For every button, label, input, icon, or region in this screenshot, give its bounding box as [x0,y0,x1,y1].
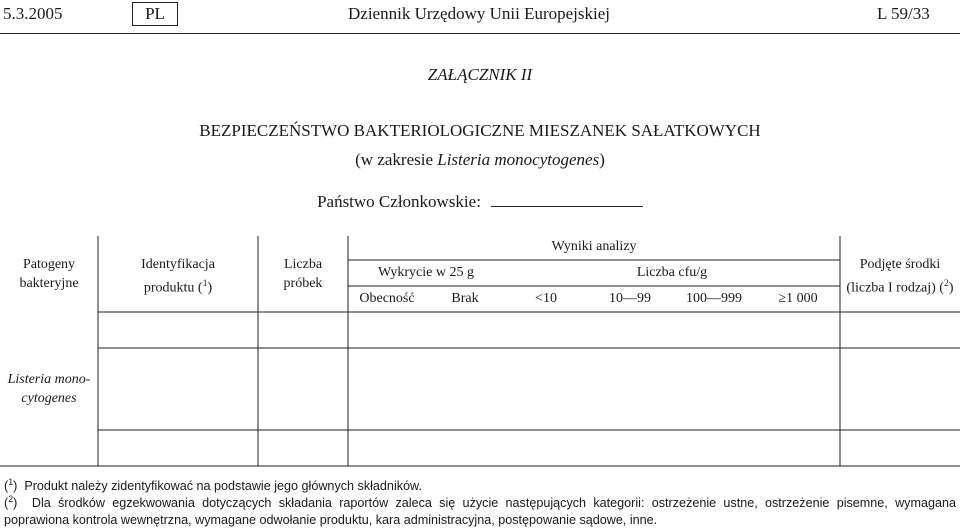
col-header-samples-line2: próbek [283,276,323,291]
col-header-identification [98,255,258,298]
journal-title: Dziennik Urzędowy Unii Europejskiej [348,4,611,23]
member-state-label: Państwo Członkowskie: [317,192,481,211]
annex-heading: ZAŁĄCZNIK II [427,65,533,84]
sub-header-detection: Wykrycie w 25 g [378,265,474,280]
level-lt10: <10 [535,291,557,306]
date: 5.3.2005 [3,4,63,23]
level-absence: Brak [451,291,479,306]
footnote-ref-2: 2 [943,278,949,289]
subtitle-prefix: (w zakresie [355,150,438,169]
col-header-samples [258,255,348,293]
col-header-pathogens-line2: bakteryjne [19,276,79,291]
footnote-1-num: 1 [8,477,14,487]
page-number: L 59/33 [877,4,930,23]
level-10-99: 10—99 [609,291,651,306]
col-header-results: Wyniki analizy [551,239,637,254]
col-header-identification-line2-text: produktu ( [143,280,203,296]
col-header-identification-line2: produktu ($^1$) [143,278,213,296]
col-header-measures-line2: (liczba I rodzaj) ($^2$) [846,278,954,296]
col-header-pathogens [0,255,98,293]
document-title: BEZPIECZEŃSTWO BAKTERIOLOGICZNE MIESZANEK SAŁATKOWYCH [199,121,761,140]
footnote-2-num: 2 [8,494,14,504]
col-header-identification-line1: Identyfikacja [141,257,215,272]
level-ge1000: ≥1 000 [778,291,818,306]
col-header-pathogens-line1: Patogeny [22,257,76,272]
col-header-measures [840,255,960,298]
col-header-measures-line1: Podjęte środki [859,257,941,272]
footnote-2: ($^2$) Dla środków egzekwowania dotyczących składania raportów zaleca się użycie następujących kategorii: ostrzeżenie ustne, ostrzeżenie pisemne, wymagana poprawiona kontrola wewnętrzna, wymagane odwołanie produktu, kara administracyjna, postępowanie sądowe, inne. [4,494,956,528]
sub-header-count: Liczba cfu/g [636,265,708,280]
footnote-2-text: Dla środków egzekwowania dotyczących składania raportów zaleca się użycie następujących kategorii: ostrzeżenie ustne, ostrzeżenie pisemne, wymagana poprawiona kontrola wewnętrzna, wymagane odwołanie produktu, kara administracyjna, postępowanie sądowe, inne. [4,496,956,528]
subtitle-species: Listeria monocytogenes [437,150,600,169]
row-label-line1: Listeria mono- [7,372,91,387]
level-100-999: 100—999 [686,291,742,306]
language-code: PL [145,4,165,23]
level-presence: Obecność [359,291,415,306]
row-label-listeria [0,370,98,408]
row-label-line2: cytogenes [21,391,77,406]
col-header-measures-line2-text: (liczba I rodzaj) ( [846,280,944,296]
footnote-1-text: Produkt należy zidentyfikować na podstawie jego głównych składników. [24,479,422,494]
col-header-samples-line1: Liczba [283,257,323,272]
footnote-1: ($^1$) Produkt należy zidentyfikować na podstawie jego głównych składników. [4,477,422,494]
subtitle-suffix: ) [599,150,605,169]
footnote-ref-1: 1 [202,278,208,289]
